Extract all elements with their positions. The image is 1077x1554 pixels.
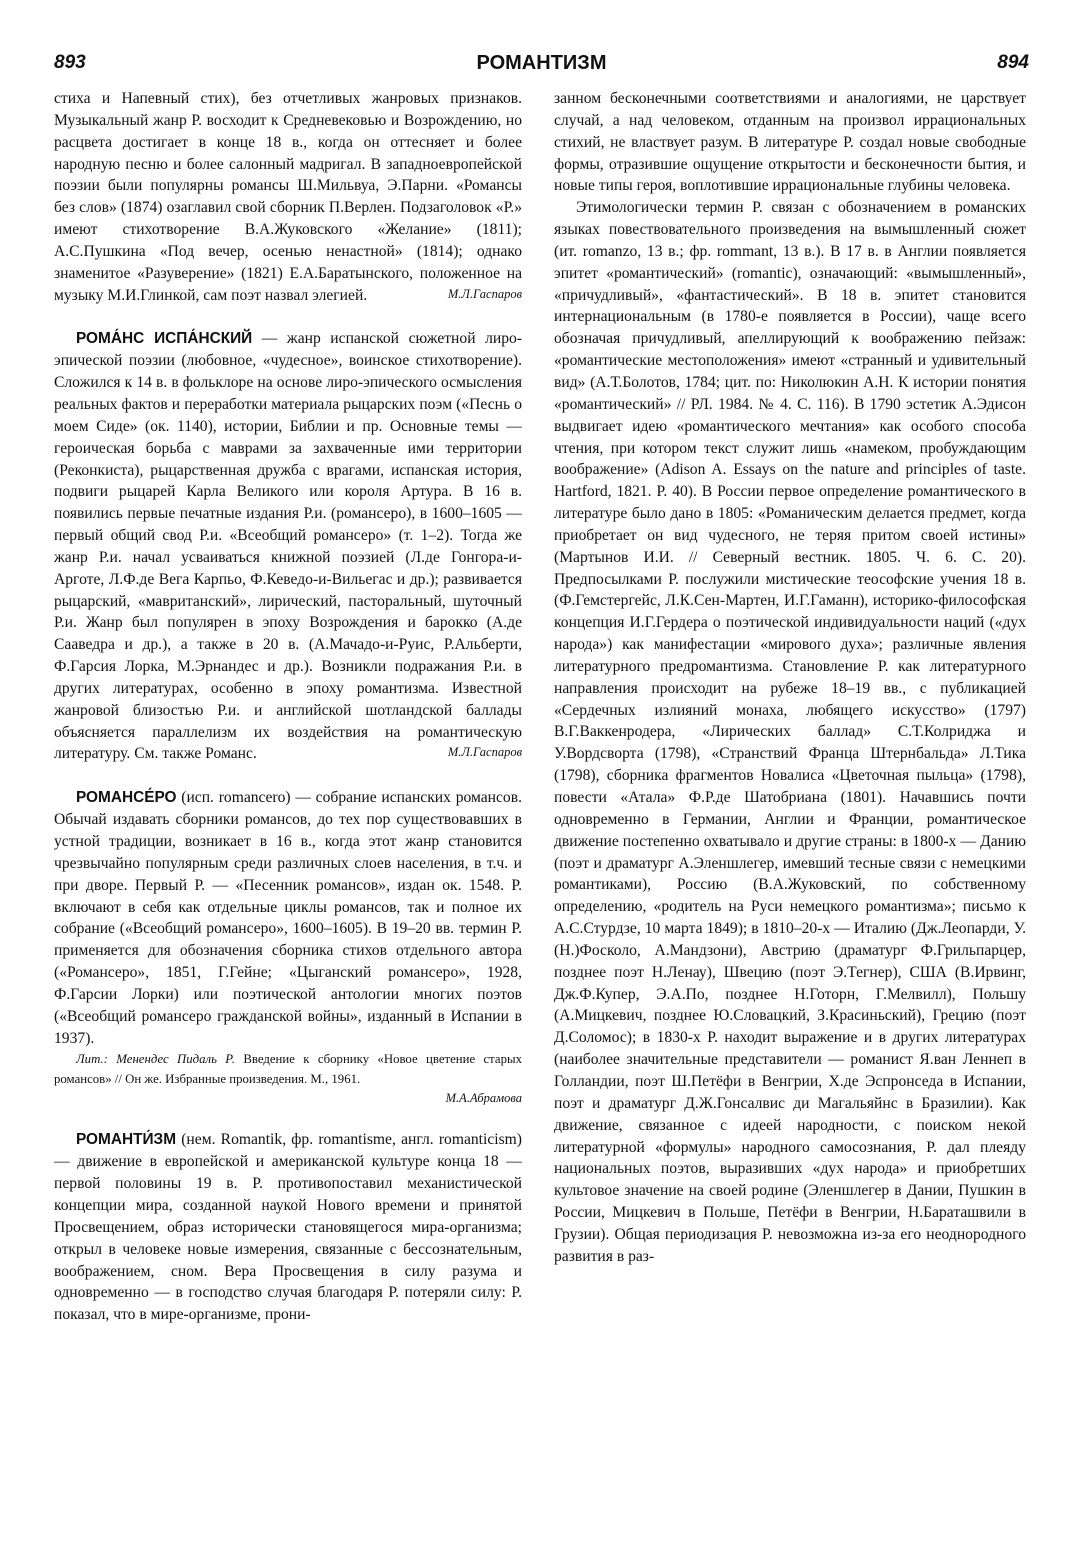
- right-column: [554, 88, 1026, 1548]
- entry-romantizm: [54, 1129, 522, 1326]
- entry-text: (нем. Romantik, фр. romantisme, англ. romanticism) — движение в европейской и американской культуре конца 18 — первой половины 19 в. Р. противопоставил механистической концепции мира, созданной наукой Нового времени и принятой Просвещением, образ исторически становящегося мира-организма; открыл в человеке новые измерения, связанные с бессознательным, воображением, сном. Вера Просвещения в силу разума и одновременно — в господство случая благодаря Р. потеряли силу: Р. показал, что в мире-организме, прони-: [54, 1131, 522, 1324]
- running-title: РОМАНТИЗМ: [476, 52, 607, 74]
- paragraph-continuation: занном бесконечными соответствиями и аналогиями, не царствует случай, а над человеком, отданным на произвол иррациональных стихий, не властвует разум. В литературе Р. создал новые свободные формы, отразившие ощущение открытости и бесконечности бытия, и новые типы героя, воплотившие иррациональные глубины человека.: [554, 90, 1026, 195]
- entry-text: (исп. romancero) — собрание испанских романсов. Обычай издавать сборники романсов, до тех пор существовавших в устной традиции, возникает в 16 в., когда этот жанр становится чрезвычайно популярным среди различных слоев населения, в т.ч. и при дворе. Первый Р. — «Песенник романсов», издан ок. 1548. Р. включают в себя как отдельные циклы романсов, так и полное их собрание («Всеобщий романсеро», 1600–1605). В 19–20 вв. термин Р. применяется для обозначения сборника стихов отдельного автора («Романсеро», 1851, Г.Гейне; «Цыганский романсеро», 1928, Ф.Гарсии Лорки) или поэтической антологии многих поэтов («Всеобщий романсеро гражданской войны», изданный в Испании в 1937).: [54, 789, 522, 1047]
- entry-headword: РОМА́НС ИСПА́НСКИЙ: [76, 330, 253, 348]
- entry-text: — жанр испанской сюжетной лиро-эпической поэзии (любовное, «чудесное», воинское стихотворение). Сложился к 14 в. в фольклоре на основе лиро-эпического осмысления реальных фактов и переработки материала рыцарских поэм («Песнь о моем Сиде» (ок. 1140), истории, Библии и пр. Основные темы — героическая борьба с маврами за захваченные ими территории (Реконкиста), рыцарственная дружба с врагами, испанская история, подвиги рыцарей Карла Великого или короля Артура. В 16 в. появились первые печатные издания Р.и. (романсеро), в 1600–1605 — первый общий свод Р.и. «Всеобщий романсеро» (т. 1–2). Тогда же жанр Р.и. начал усваиваться книжной поэзией (Л.де Гонгора-и-Арготе, Л.Ф.де Вега Карпьо, Ф.Кеведо-и-Вильегас и др.); развивается рыцарский, «мавританский», лирический, пасторальный, шуточный Р.и. Жанр был популярен в эпоху Возрождения и барокко (А.де Сааведра и др.), а также в 20 в. (А.Мачадо-и-Руис, Р.Альберти, Ф.Гарсия Лорка, М.Эрнандес и др.). Возникли подражания Р.и. в других литературах, особенно в эпоху романтизма. Известной жанровой близостью Р.и. и английской шотландской баллады объясняется параллелизм их воздействия на романтическую литературу. См. также Романс.: [54, 330, 522, 763]
- page-number-right: 894: [997, 52, 1029, 73]
- entry-romans-ispansky: [54, 328, 522, 765]
- author-signature: М.Л.Гаспаров: [447, 286, 522, 301]
- entry-romansero: [54, 787, 522, 1049]
- entry-headword: РОМАНСЕ́РО: [76, 789, 177, 807]
- literature-label: Лит.:: [76, 1052, 108, 1067]
- author-signature: М.Л.Гаспаров: [447, 745, 522, 760]
- author-signature: М.А.Абрамова: [445, 1091, 522, 1106]
- entry-headword: РОМАНТИ́ЗМ: [76, 1131, 177, 1149]
- page-number-left: 893: [54, 52, 86, 73]
- page-header: [54, 52, 1029, 82]
- literature-author: Менендес Пидаль Р.: [116, 1052, 235, 1067]
- paragraph-text: стиха и Напевный стих), без отчетливых жанровых признаков. Музыкальный жанр Р. восходит к Средневековью и Возрождению, но расцвета достигает в конце 18 в., когда он оттесняет и более народную песню и более салонный мадригал. В западноевропейской поэзии были популярны романсы Ш.Мильвуа, Э.Парни. «Романсы без слов» (1874) озаглавил свой сборник П.Верлен. Подзаголовок «Р.» имеют стихотворение В.А.Жуковского «Желание» (1811); А.С.Пушкина «Под вечер, осенью ненастной» (1814); однако знаменитое «Разуверение» (1821) Е.А.Баратынского, положенное на музыку М.И.Глинкой, сам поэт назвал элегией.: [54, 90, 522, 304]
- paragraph-etymology: Этимологически термин Р. связан с обозначением в романских языках повествовательного произведения на вымышленный сюжет (ит. romanzo, 13 в.; фр. rommant, 13 в.). В 17 в. в Англии появляется эпитет «романтический» (romantic), означающий: «вымышленный», «причудливый», «фантастический». В 18 в. эпитет становится интернациональным (в 1780-е появляется в России), чаще всего обозначая причудливый, апеллирующий к воображению пейзаж: «романтические местоположения» имеют «странный и удивительный вид» (А.Т.Болотов, 1784; цит. по: Николюкин А.Н. К истории понятия «романтический» // РЛ. 1984. № 4. С. 116). В 1790 эстетик А.Эдисон выдвигает идею «романтического мечтания» как особого способа чтения, при котором текст служит лишь «намеком, пробуждающим воображение» (Adison A. Essays on the nature and principles of taste. Hartford, 1821. P. 40). В России первое определение романтического в литературе было дано в 1805: «Романическим делается предмет, когда приобретает он вид чудесного, не теряя притом своей истины» (Мартынов И.И. // Северный вестник. 1805. Ч. 6. С. 20). Предпосылками Р. послужили мистические теософские учения 18 в. (Ф.Гемстергейс, Л.К.Сен-Мартен, И.Г.Гаманн), историко-философская концепция И.Г.Гердера о поэтической индивидуальности наций («дух народа») как манифестации «мирового духа»; различные явления литературного предромантизма. Становление Р. как литературного направления происходит на рубеже 18–19 вв., с публикацией «Сердечных излияний монаха, любящего искусство» (1797) В.Г.Ваккенродера, «Лирических баллад» С.Т.Колриджа и У.Вордсворта (1798), «Странствий Франца Штернбальда» Л.Тика (1798), сборника фрагментов Новалиса «Цветочная пыльца» (1798), повести «Атала» Ф.Р.де Шатобриана (1801). Начавшись почти одновременно в Германии, Англии и Франции, романтическое движение постепенно охватывало и другие страны: в 1800-х — Данию (поэт и драматург А.Эленшлегер, имевший тесные связи с немецкими романтиками), Россию (В.А.Жуковский, по собственному определению, «родитель на Руси немецкого романтизма»; письмо к А.С.Стурдзе, 10 марта 1849); в 1810–20-х — Италию (Дж.Леопарди, У.(Н.)Фосколо, А.Мандзони), Австрию (драматург Ф.Грильпарцер, позднее поэт Н.Ленау), Швецию (поэт Э.Тегнер), США (В.Ирвинг, Дж.Ф.Купер, Э.А.По, позднее Н.Готорн, Г.Мелвилл), Польшу (А.Мицкевич, позднее Ю.Словацкий, З.Красиньский), Грецию (поэт Д.Соломос); в 1830-х Р. находит выражение и в других литературах (наиболее значительные представители — романист Я.ван Леннеп в Голландии, поэт Ш.Петёфи в Венгрии, Х.де Эспронседа в Испании, поэт и драматург Д.Ж.Гонсалвис ди Магальяйнс в Бразилии). Как движение, связанное с идеей народности, с поиском некой литературной «формулы» народного самосознания, Р. дал плеяду национальных поэтов, выразивших «дух народа» и приобретших культовое значение на своей родине (Эленшлегер в Дании, Пушкин в России, Мицкевич в Польше, Петёфи в Венгрии, Н.Бараташвили в Грузии). Общая периодизация Р. невозможна из-за его неоднородного развития в раз-: [554, 199, 1026, 1265]
- literature-reference: [54, 1049, 522, 1089]
- literature-text: Введение к сборнику «Новое цветение старых романсов» // Он же. Избранные произведения. М., 1961.: [54, 1052, 522, 1087]
- left-column: [54, 88, 522, 1548]
- paragraph-romans-end: [54, 88, 522, 306]
